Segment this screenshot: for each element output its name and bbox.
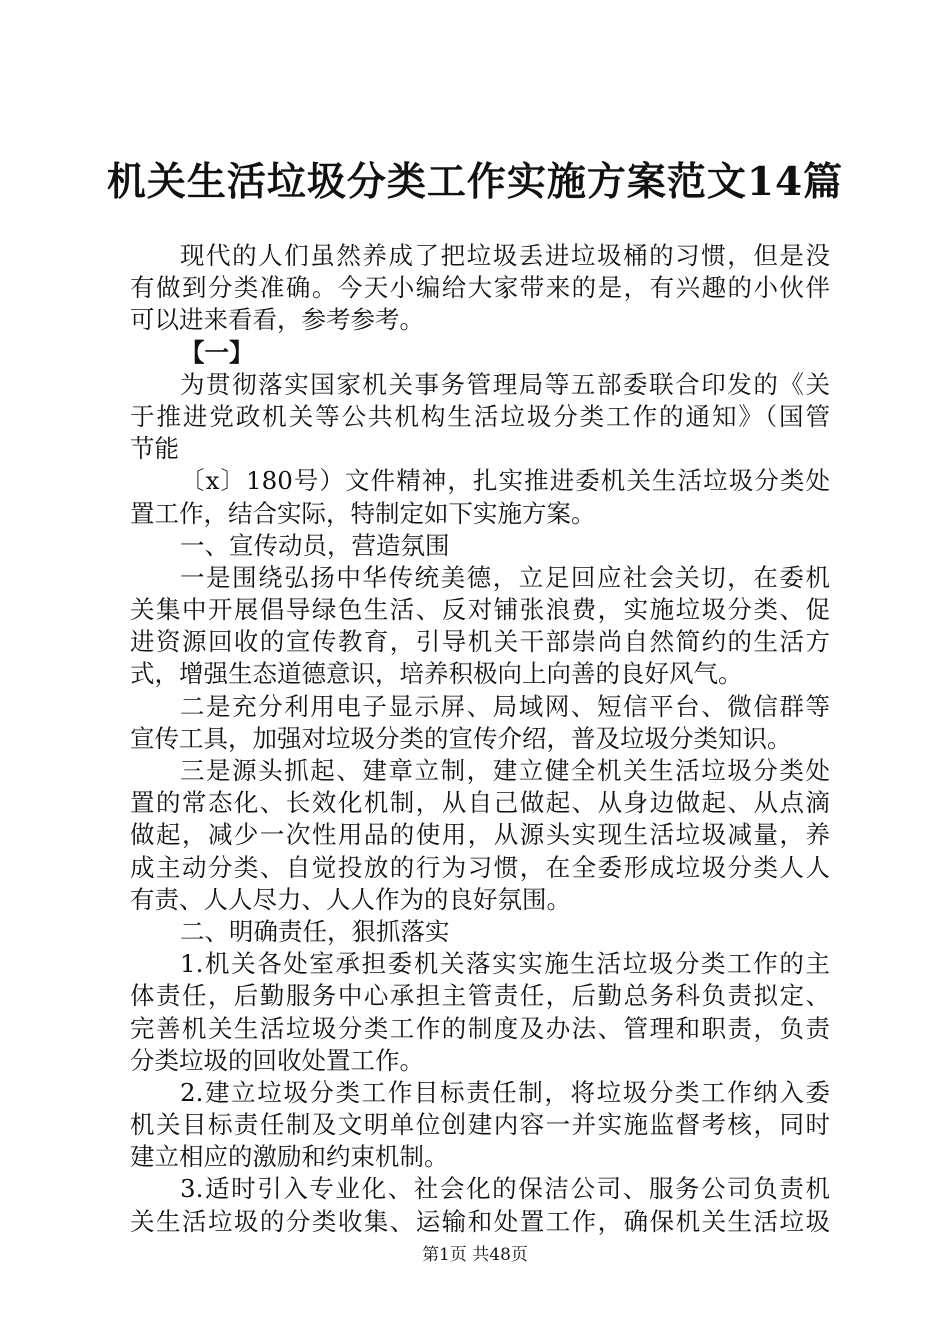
text-line: 二、明确责任，狠抓落实 <box>180 916 450 946</box>
document-body <box>130 240 830 1238</box>
text-line: 一、宣传动员，营造氛围 <box>180 530 450 560</box>
page-footer: 第1页 共48页 <box>422 1245 528 1265</box>
text-line: 二是充分利用电子显示屏、局域网、短信平台、微信群等 <box>180 691 830 721</box>
text-line: 成主动分类、自觉投放的行为习惯，在全委形成垃圾分类人人 <box>130 852 830 882</box>
text-line: 宣传工具，加强对垃圾分类的宣传介绍，普及垃圾分类知识。 <box>130 723 792 753</box>
text-line: 分类垃圾的回收处置工作。 <box>130 1045 424 1075</box>
text-line: 节能 <box>130 434 179 464</box>
text-line: 可以进来看看，参考参考。 <box>130 305 424 335</box>
text-line: 式，增强生态道德意识，培养积极向上向善的良好风气。 <box>130 659 743 689</box>
text-line: 关集中开展倡导绿色生活、反对铺张浪费，实施垃圾分类、促 <box>130 595 830 625</box>
text-line: 现代的人们虽然养成了把垃圾丢进垃圾桶的习惯，但是没 <box>180 241 830 270</box>
text-line: 做起，减少一次性用品的使用，从源头实现生活垃圾减量，养 <box>130 820 830 850</box>
text-line: 一是围绕弘扬中华传统美德，立足回应社会关切，在委机 <box>180 562 830 592</box>
text-line: 机关目标责任制及文明单位创建内容一并实施监督考核，同时 <box>130 1110 830 1140</box>
text-line: 进资源回收的宣传教育，引导机关干部崇尚自然简约的生活方 <box>130 627 830 657</box>
text-line: 完善机关生活垃圾分类工作的制度及办法、管理和职责，负责 <box>130 1013 830 1043</box>
text-line: 置的常态化、长效化机制，从自己做起、从身边做起、从点滴 <box>130 788 830 818</box>
text-line: 建立相应的激励和约束机制。 <box>130 1142 449 1172</box>
text-line: 【一】 <box>180 337 254 367</box>
text-line: 三是源头抓起、建章立制，建立健全机关生活垃圾分类处 <box>180 756 830 785</box>
text-line: 关生活垃圾的分类收集、运输和处置工作，确保机关生活垃圾 <box>130 1206 830 1236</box>
text-line: 3.适时引入专业化、社会化的保洁公司、服务公司负责机 <box>180 1174 830 1204</box>
text-line: 有责、人人尽力、人人作为的良好氛围。 <box>130 884 571 914</box>
text-line: 为贯彻落实国家机关事务管理局等五部委联合印发的《关 <box>180 369 830 399</box>
text-line: 2.建立垃圾分类工作目标责任制，将垃圾分类工作纳入委 <box>180 1077 830 1107</box>
text-line: 〔x〕180号）文件精神，扎实推进委机关生活垃圾分类处 <box>180 466 830 496</box>
text-line: 置工作，结合实际，特制定如下实施方案。 <box>130 498 596 528</box>
text-line: 1.机关各处室承担委机关落实实施生活垃圾分类工作的主 <box>180 949 830 979</box>
text-line: 有做到分类准确。今天小编给大家带来的是，有兴趣的小伙伴 <box>130 273 830 303</box>
document-title: 机关生活垃圾分类工作实施方案范文14篇 <box>106 159 844 205</box>
text-line: 于推进党政机关等公共机构生活垃圾分类工作的通知》（国管 <box>130 401 830 431</box>
text-line: 体责任，后勤服务中心承担主管责任，后勤总务科负责拟定、 <box>130 981 830 1011</box>
